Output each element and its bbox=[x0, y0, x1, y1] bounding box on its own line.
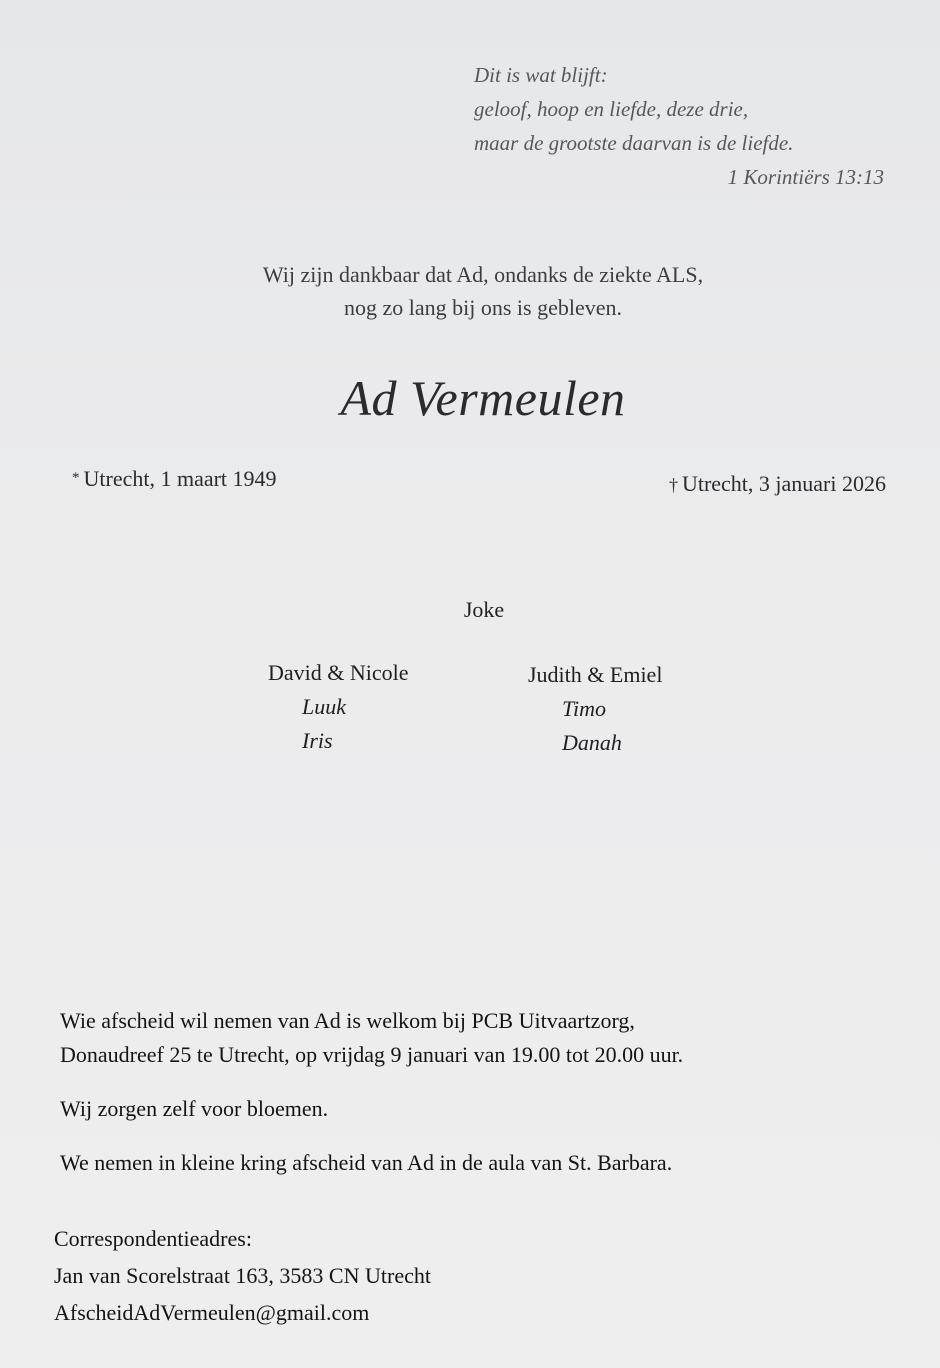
family-child: Iris bbox=[302, 728, 333, 753]
family-parents: Judith & Emiel bbox=[528, 662, 663, 687]
correspondence-block bbox=[54, 1220, 431, 1331]
correspondence-address: Jan van Scorelstraat 163, 3583 CN Utrecht bbox=[54, 1263, 431, 1288]
family-child: Timo bbox=[562, 696, 607, 721]
death-cross: † bbox=[668, 475, 678, 495]
quote-line: Dit is wat blijft: bbox=[474, 63, 608, 87]
death-text: Utrecht, 3 januari 2026 bbox=[681, 471, 886, 496]
intro-line: Wij zijn dankbaar dat Ad, ondanks de ziekte ALS, bbox=[262, 262, 704, 287]
visit-line: Wie afscheid wil nemen van Ad is welkom bij PCB Uitvaartzorg, bbox=[60, 1008, 635, 1033]
quote-reference: 1 Korintiërs 13:13 bbox=[727, 165, 884, 189]
birth-text: Utrecht, 1 maart 1949 bbox=[83, 466, 277, 491]
bible-quote bbox=[474, 58, 894, 194]
birth-mark: * bbox=[72, 470, 80, 486]
farewell-note: We nemen in kleine kring afscheid van Ad in de aula van St. Barbara. bbox=[60, 1150, 673, 1175]
deceased-name: Ad Vermeulen bbox=[340, 370, 626, 426]
family-group bbox=[528, 658, 662, 760]
intro-line: nog zo lang bij ons is gebleven. bbox=[343, 295, 622, 320]
family-group bbox=[268, 656, 409, 758]
correspondence-email: AfscheidAdVermeulen@gmail.com bbox=[54, 1300, 370, 1325]
partner-name: Joke bbox=[463, 597, 505, 622]
quote-line: geloof, hoop en liefde, deze drie, bbox=[474, 97, 749, 121]
flowers-note: Wij zorgen zelf voor bloemen. bbox=[60, 1096, 329, 1121]
birth-info bbox=[72, 464, 277, 493]
family-child: Luuk bbox=[302, 694, 346, 719]
quote-line: maar de grootste daarvan is de liefde. bbox=[474, 131, 794, 155]
family-child: Danah bbox=[562, 730, 622, 755]
intro-text bbox=[0, 258, 940, 324]
family-parents: David & Nicole bbox=[268, 660, 409, 685]
correspondence-label: Correspondentieadres: bbox=[54, 1226, 252, 1251]
funeral-info bbox=[60, 1004, 920, 1180]
death-info bbox=[669, 470, 886, 499]
visit-line: Donaudreef 25 te Utrecht, op vrijdag 9 januari van 19.00 tot 20.00 uur. bbox=[60, 1042, 684, 1067]
